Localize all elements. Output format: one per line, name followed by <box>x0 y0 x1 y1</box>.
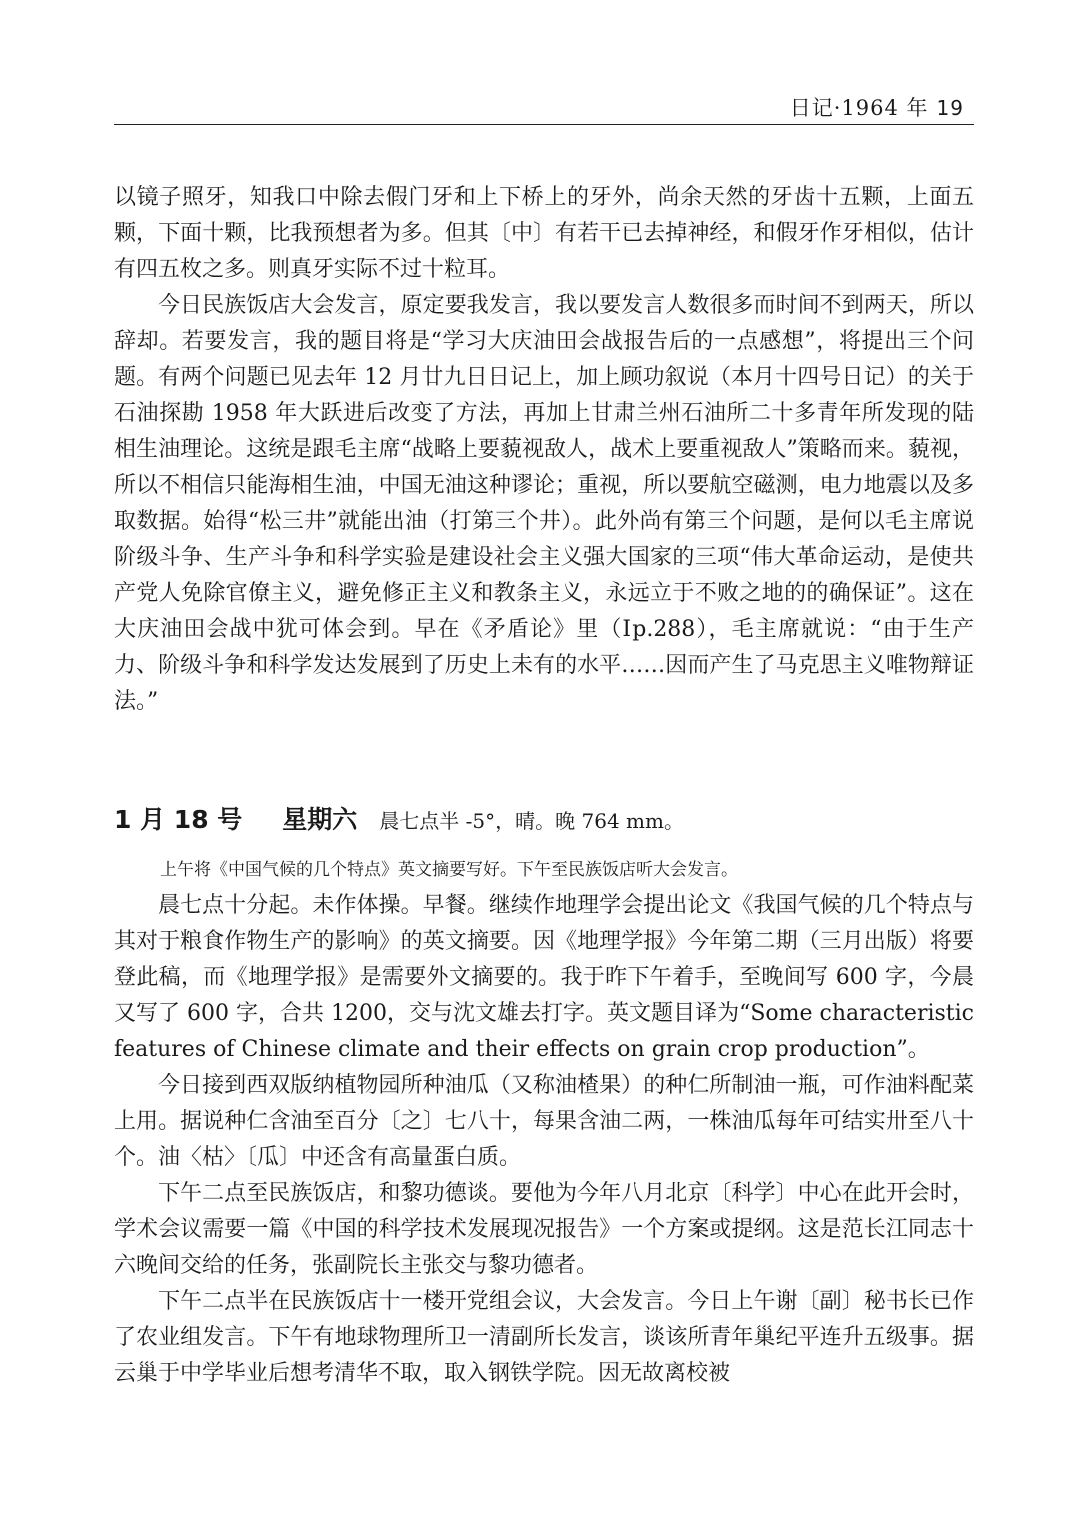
entry-body <box>114 888 974 1392</box>
running-title: 日记·1964 年 <box>789 96 929 120</box>
header-rule <box>114 124 974 125</box>
paragraph-entry-3: 下午二点至民族饭店，和黎功德谈。要他为今年八月北京〔科学〕中心在此开会时，学术会议需要一篇《中国的科学技术发展现况报告》一个方案或提纲。这是范长江同志十六晚间交给的任务，张副院长主张交与黎功德者。 <box>114 1181 974 1278</box>
entry-date: 1 月 18 号 <box>114 805 243 834</box>
entry-weekday: 星期六 <box>282 805 358 834</box>
entry-weather: 晨七点半 -5°，晴。晚 764 mm。 <box>379 809 684 833</box>
running-header <box>790 92 964 122</box>
paragraph-entry-1: 晨七点十分起。未作体操。早餐。继续作地理学会提出论文《我国气候的几个特点与其对于粮食作物生产的影响》的英文摘要。因《地理学报》今年第二期（三月出版）将要登此稿，而《地理学报》是需要外文摘要的。我于昨下午着手，至晚间写 600 字，今晨又写了 600 字，合共 1200，交与沈文雄去打字。英文题目译为“Some characteristic features of Chinese climate and their effects on grain crop production”。 <box>114 893 974 1062</box>
entry-heading <box>114 800 974 840</box>
paragraph-entry-4: 下午二点半在民族饭店十一楼开党组会议，大会发言。今日上午谢〔副〕秘书长已作了农业组发言。下午有地球物理所卫一清副所长发言，谈该所青年巢纪平连升五级事。据云巢于中学毕业后想考清华不取，取入钢铁学院。因无故离校被 <box>114 1289 974 1386</box>
paragraph-carryover-2: 今日民族饭店大会发言，原定要我发言，我以要发言人数很多而时间不到两天，所以辞却。若要发言，我的题目将是“学习大庆油田会战报告后的一点感想”，将提出三个问题。有两个问题已见去年 12 月廿九日日记上，加上顾功叙说（本月十四号日记）的关于石油探勘 1958 年大跃进后改变了方法，再加上甘肃兰州石油所二十多青年所发现的陆相生油理论。这统是跟毛主席“战略上要藐视敌人，战术上要重视敌人”策略而来。藐视，所以不相信只能海相生油，中国无油这种谬论；重视，所以要航空磁测，电力地震以及多取数据。始得“松三井”就能出油（打第三个井）。此外尚有第三个问题，是何以毛主席说阶级斗争、生产斗争和科学实验是建设社会主义强大国家的三项“伟大革命运动，是使共产党人免除官僚主义，避免修正主义和教条主义，永远立于不败之地的的确保证”。这在大庆油田会战中犹可体会到。早在《矛盾论》里（Ⅰp.288），毛主席就说：“由于生产力、阶级斗争和科学发达发展到了历史上未有的水平……因而产生了马克思主义唯物辩证法。” <box>114 293 974 714</box>
paragraph-entry-2: 今日接到西双版纳植物园所种油瓜（又称油楂果）的种仁所制油一瓶，可作油料配菜上用。据说种仁含油至百分〔之〕七八十，每果含油二两，一株油瓜每年可结实卅至八十个。油〈枯〉〔瓜〕中还含有高量蛋白质。 <box>114 1073 974 1170</box>
page-number: 19 <box>936 96 964 120</box>
carryover-text <box>114 180 974 720</box>
paragraph-carryover-1: 以镜子照牙，知我口中除去假门牙和上下桥上的牙外，尚余天然的牙齿十五颗，上面五颗，下面十颗，比我预想者为多。但其〔中〕有若干已去掉神经，和假牙作牙相似，估计有四五枚之多。则真牙实际不过十粒耳。 <box>114 185 974 282</box>
entry-summary: 上午将《中国气候的几个特点》英文摘要写好。下午至民族饭店听大会发言。 <box>160 860 738 880</box>
